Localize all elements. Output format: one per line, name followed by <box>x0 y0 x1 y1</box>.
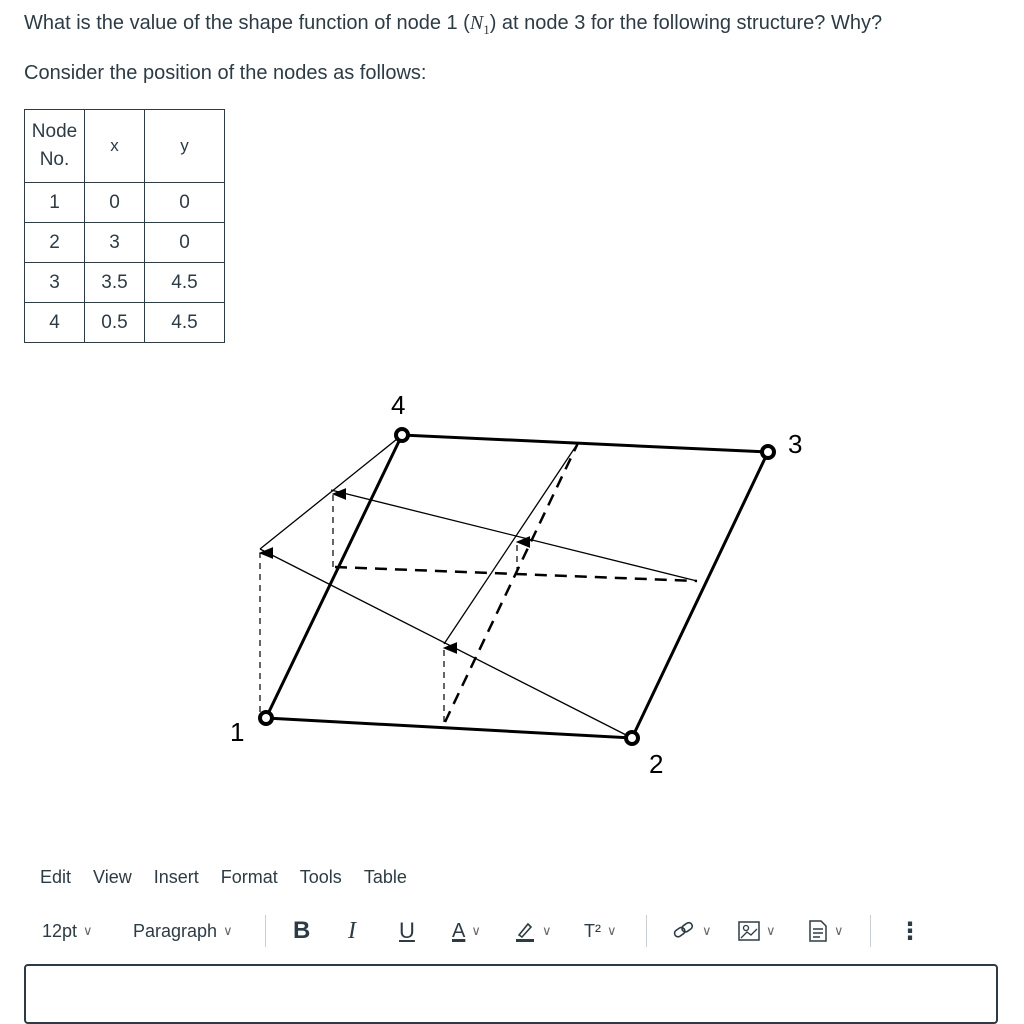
chevron-down-icon: ∨ <box>766 923 776 938</box>
cell-y: 4.5 <box>145 303 225 343</box>
cell-node: 2 <box>25 223 85 263</box>
node-4-label: 4 <box>391 390 406 420</box>
header-node-no: Node No. <box>25 110 85 183</box>
image-icon <box>738 921 760 941</box>
chevron-down-icon: ∨ <box>83 923 93 938</box>
cell-x: 0 <box>85 183 145 223</box>
chevron-down-icon: ∨ <box>834 923 844 938</box>
font-size-value: 12pt <box>42 920 78 941</box>
cell-y: 0 <box>145 183 225 223</box>
chevron-down-icon: ∨ <box>471 923 481 938</box>
editor-toolbar <box>42 915 1002 947</box>
shape-function-symbol: $N_1$ <box>469 12 490 37</box>
underline-button[interactable]: U <box>399 918 415 943</box>
menu-edit[interactable]: Edit <box>40 867 72 887</box>
node-coordinates-table <box>24 109 225 343</box>
node-2-marker <box>626 732 638 744</box>
consider-text: Consider the position of the nodes as follows: <box>24 62 427 84</box>
table-row <box>25 303 225 343</box>
menu-format[interactable]: Format <box>220 867 278 887</box>
surface-line <box>331 490 697 581</box>
table-header-row <box>25 110 225 183</box>
question-part-1: What is the value of the shape function of node 1 ( <box>24 12 470 34</box>
highlight-color-button[interactable] <box>514 915 552 947</box>
document-icon <box>808 920 828 942</box>
node-3-marker <box>762 446 774 458</box>
element-figure <box>0 380 1024 800</box>
node-1-marker <box>260 712 272 724</box>
table-row <box>25 223 225 263</box>
block-format-value: Paragraph <box>133 920 218 941</box>
text-color-button[interactable] <box>452 915 481 947</box>
chevron-down-icon: ∨ <box>223 923 233 938</box>
image-button[interactable] <box>738 915 776 947</box>
node-3-label: 3 <box>788 429 803 459</box>
link-icon <box>672 920 696 942</box>
link-button[interactable] <box>672 915 712 947</box>
rich-text-editor-body[interactable] <box>24 964 998 1024</box>
cell-y: 4.5 <box>145 263 225 303</box>
cell-x: 3.5 <box>85 263 145 303</box>
cell-x: 0.5 <box>85 303 145 343</box>
text-color-icon: A <box>452 919 466 942</box>
cell-node: 1 <box>25 183 85 223</box>
document-button[interactable] <box>808 915 844 947</box>
more-options-button[interactable] <box>898 915 922 947</box>
chevron-down-icon: ∨ <box>702 923 712 938</box>
header-y: y <box>145 110 225 183</box>
more-icon: ⋮ <box>898 917 922 945</box>
bold-button[interactable]: B <box>293 917 311 944</box>
toolbar-separator <box>870 915 871 947</box>
table-row <box>25 263 225 303</box>
table-row <box>25 183 225 223</box>
surface-line <box>260 435 402 549</box>
cell-x: 3 <box>85 223 145 263</box>
menu-insert[interactable]: Insert <box>153 867 199 887</box>
node-4-marker <box>396 429 408 441</box>
block-format-select[interactable] <box>133 915 233 947</box>
cell-node: 4 <box>25 303 85 343</box>
menu-table[interactable]: Table <box>363 867 407 887</box>
element-outline <box>266 435 768 738</box>
dashed-center-line <box>445 443 578 722</box>
node-1-label: 1 <box>230 717 245 747</box>
chevron-down-icon: ∨ <box>607 923 617 938</box>
question-text <box>24 12 882 38</box>
italic-button[interactable]: I <box>348 917 356 944</box>
highlight-icon <box>514 920 536 942</box>
superscript-icon: T² <box>584 920 601 941</box>
cell-node: 3 <box>25 263 85 303</box>
cell-y: 0 <box>145 223 225 263</box>
toolbar-separator <box>265 915 266 947</box>
surface-line <box>444 443 578 644</box>
header-x: x <box>85 110 145 183</box>
menu-view[interactable]: View <box>93 867 132 887</box>
superscript-button[interactable] <box>584 915 617 947</box>
chevron-down-icon: ∨ <box>542 923 552 938</box>
font-size-select[interactable] <box>42 915 93 947</box>
node-2-label: 2 <box>649 749 664 779</box>
toolbar-separator <box>646 915 647 947</box>
question-part-2: ) at node 3 for the following structure? Why? <box>489 12 883 34</box>
editor-menubar <box>40 867 429 888</box>
menu-tools[interactable]: Tools <box>299 867 342 887</box>
